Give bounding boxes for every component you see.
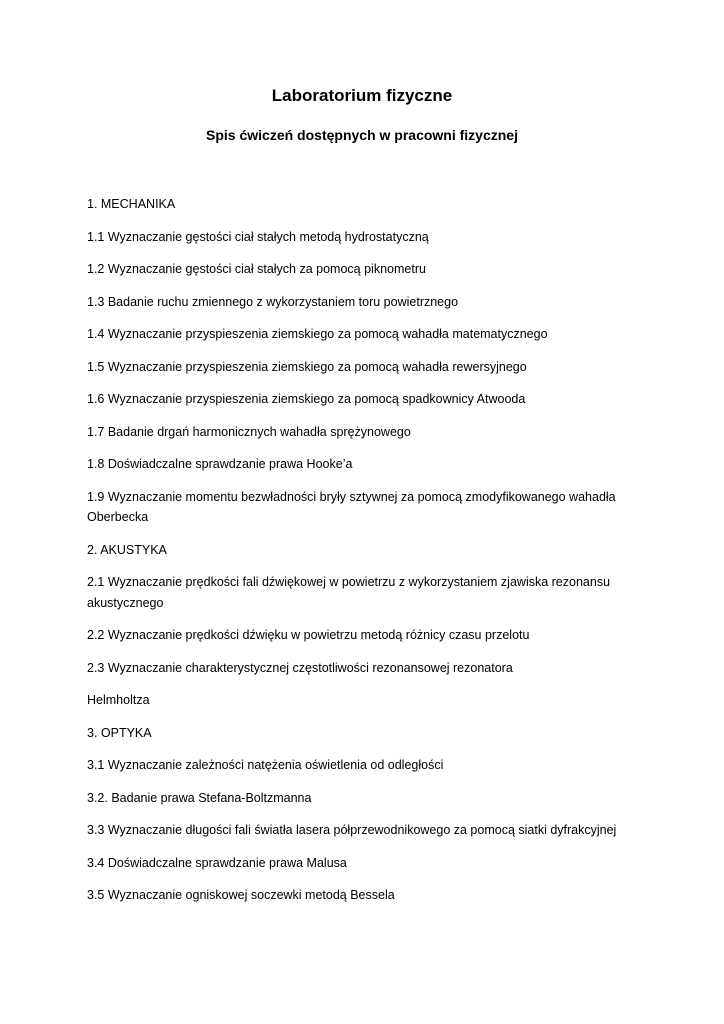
list-item: 1.7 Badanie drgań harmonicznych wahadła sprężynowego xyxy=(87,424,411,439)
document-subtitle: Spis ćwiczeń dostępnych w pracowni fizycznej xyxy=(206,127,518,143)
list-item: 3.4 Doświadczalne sprawdzanie prawa Malusa xyxy=(87,855,347,870)
exercise-list xyxy=(87,194,647,918)
list-item: 2.2 Wyznaczanie prędkości dźwięku w powietrzu metodą różnicy czasu przelotu xyxy=(87,628,530,642)
list-item: 1.3 Badanie ruchu zmiennego z wykorzystaniem toru powietrznego xyxy=(87,294,459,309)
section-heading-optyka: 3. OPTYKA xyxy=(87,725,152,740)
list-item: 2.1 Wyznaczanie prędkości fali dźwiękowej w powietrzu z wykorzystaniem zjawiska rezonansu akustycznego xyxy=(87,575,611,610)
list-item: 3.3 Wyznaczanie długości fali światła lasera półprzewodnikowego za pomocą siatki dyfrakcyjnej xyxy=(87,823,617,837)
list-item: 3.1 Wyznaczanie zależności natężenia oświetlenia od odległości xyxy=(87,758,444,772)
list-item: 1.9 Wyznaczanie momentu bezwładności bryły sztywnej za pomocą zmodyfikowanego wahadła Oberbecka xyxy=(87,489,616,524)
list-item: 1.4 Wyznaczanie przyspieszenia ziemskiego za pomocą wahadła matematycznego xyxy=(87,327,548,341)
list-item: 1.8 Doświadczalne sprawdzanie prawa Hooke’a xyxy=(87,457,353,471)
list-item: 1.2 Wyznaczanie gęstości ciał stałych za pomocą piknometru xyxy=(87,262,426,276)
section-heading-akustyka: 2. AKUSTYKA xyxy=(87,542,167,557)
list-item: 1.1 Wyznaczanie gęstości ciał stałych metodą hydrostatyczną xyxy=(87,229,429,244)
list-item: 1.5 Wyznaczanie przyspieszenia ziemskiego za pomocą wahadła rewersyjnego xyxy=(87,359,527,374)
document-title: Laboratorium fizyczne xyxy=(271,86,453,105)
list-item: 3.5 Wyznaczanie ogniskowej soczewki metodą Bessela xyxy=(87,888,395,902)
section-heading-mechanika: 1. MECHANIKA xyxy=(87,197,176,211)
list-item: 2.3 Wyznaczanie charakterystycznej częstotliwości rezonansowej rezonatora xyxy=(87,660,513,675)
list-item-continuation: Helmholtza xyxy=(87,693,150,707)
list-item: 1.6 Wyznaczanie przyspieszenia ziemskiego za pomocą spadkownicy Atwooda xyxy=(87,392,526,406)
list-item: 3.2. Badanie prawa Stefana-Boltzmanna xyxy=(87,790,312,805)
